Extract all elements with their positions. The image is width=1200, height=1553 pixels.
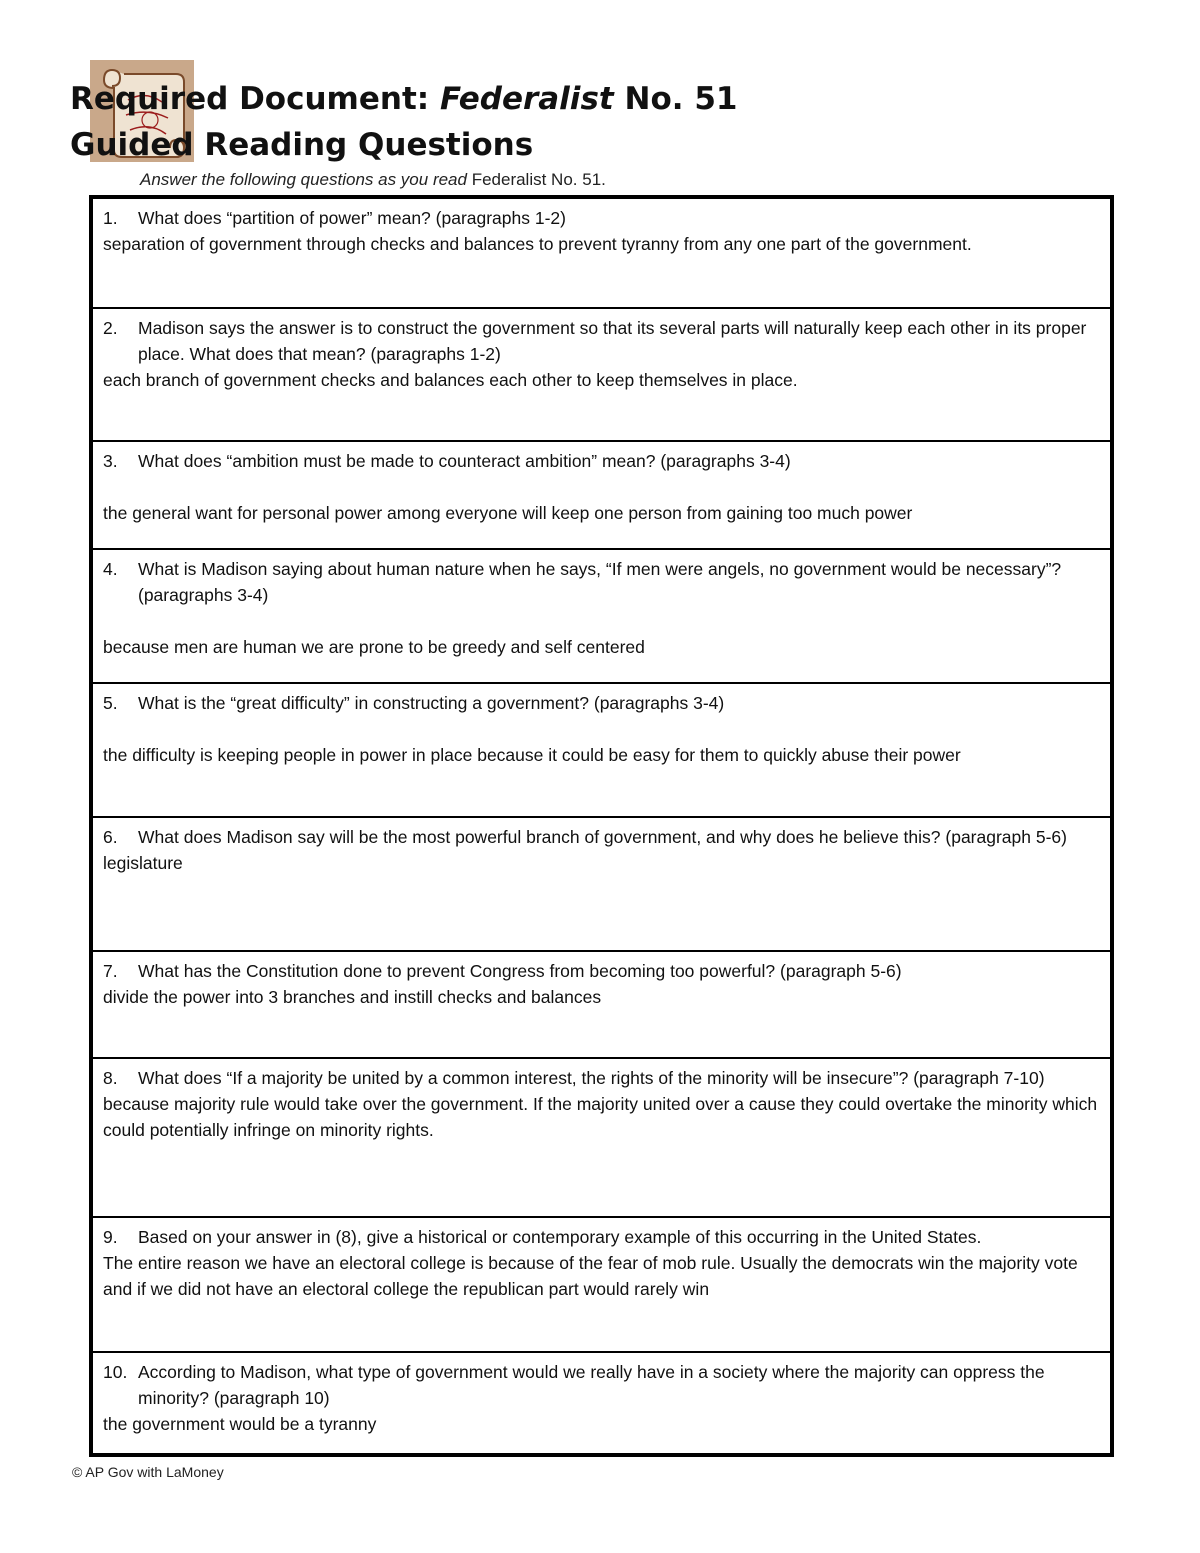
- question-text: [103, 205, 1100, 231]
- answer-text[interactable]: the difficulty is keeping people in power in place because it could be easy for them to quickly abuse their power: [103, 745, 961, 765]
- questions-table: [89, 195, 1114, 1457]
- answer-text[interactable]: legislature: [103, 853, 183, 873]
- question-text: [103, 958, 1100, 984]
- page-subtitle: Guided Reading Questions: [70, 127, 534, 163]
- instruction-lead: Answer the following questions as you read: [140, 170, 467, 189]
- question-row: [93, 199, 1110, 309]
- question-label: What is Madison saying about human nature when he says, “If men were angels, no government would be necessary”? (paragraphs 3-4): [138, 559, 1062, 605]
- question-row: [93, 952, 1110, 1059]
- page-title: [70, 76, 737, 168]
- question-label: What does “If a majority be united by a common interest, the rights of the minority will be insecure”? (paragraph 7-10): [138, 1068, 1045, 1088]
- question-number: 9.: [103, 1227, 118, 1247]
- question-number: 2.: [103, 318, 118, 338]
- question-text: [103, 824, 1100, 850]
- question-text: [103, 1359, 1100, 1411]
- question-number: 1.: [103, 208, 118, 228]
- question-number: 7.: [103, 961, 118, 981]
- question-number: 3.: [103, 451, 118, 471]
- question-label: Based on your answer in (8), give a historical or contemporary example of this occurring in the United States.: [138, 1227, 982, 1247]
- question-text: [103, 1065, 1100, 1091]
- answer-text[interactable]: divide the power into 3 branches and instill checks and balances: [103, 987, 602, 1007]
- title-suffix: No. 51: [613, 81, 738, 117]
- question-row: [93, 684, 1110, 818]
- answer-text[interactable]: because men are human we are prone to be greedy and self centered: [103, 637, 645, 657]
- question-row: [93, 1353, 1110, 1453]
- question-label: What is the “great difficulty” in constructing a government? (paragraphs 3-4): [138, 693, 725, 713]
- question-row: [93, 818, 1110, 952]
- question-row: [93, 1059, 1110, 1218]
- copyright-footer: © AP Gov with LaMoney: [72, 1464, 224, 1480]
- question-label: What does “ambition must be made to counteract ambition” mean? (paragraphs 3-4): [138, 451, 791, 471]
- question-number: 8.: [103, 1068, 118, 1088]
- answer-text[interactable]: the general want for personal power among everyone will keep one person from gaining too much power: [103, 503, 913, 523]
- question-label: What does “partition of power” mean? (paragraphs 1-2): [138, 208, 566, 228]
- question-label: What has the Constitution done to prevent Congress from becoming too powerful? (paragraph 5-6): [138, 961, 902, 981]
- question-label: According to Madison, what type of government would we really have in a society where the majority can oppress the minority? (paragraph 10): [138, 1362, 1045, 1408]
- answer-text[interactable]: the government would be a tyranny: [103, 1414, 377, 1434]
- instruction-doc: Federalist No. 51.: [466, 170, 606, 189]
- question-number: 6.: [103, 827, 118, 847]
- answer-text[interactable]: The entire reason we have an electoral college is because of the fear of mob rule. Usually the democrats win the majority vote and if we did not have an electoral college the republican part would rarely win: [103, 1253, 1078, 1299]
- question-row: [93, 550, 1110, 684]
- question-text: [103, 1224, 1100, 1250]
- question-number: 5.: [103, 693, 118, 713]
- question-text: [103, 556, 1100, 608]
- title-prefix: Required Document:: [70, 81, 440, 117]
- instruction-line: [140, 170, 606, 190]
- answer-text[interactable]: separation of government through checks and balances to prevent tyranny from any one part of the government.: [103, 234, 972, 254]
- question-row: [93, 442, 1110, 550]
- title-italic: Federalist: [439, 81, 614, 117]
- question-row: [93, 309, 1110, 442]
- answer-text[interactable]: each branch of government checks and balances each other to keep themselves in place.: [103, 370, 798, 390]
- answer-text[interactable]: because majority rule would take over the government. If the majority united over a cause they could overtake the minority which could potentially infringe on minority rights.: [103, 1094, 1098, 1140]
- question-text: [103, 315, 1100, 367]
- question-label: What does Madison say will be the most powerful branch of government, and why does he believe this? (paragraph 5-6): [138, 827, 1067, 847]
- question-row: [93, 1218, 1110, 1353]
- question-label: Madison says the answer is to construct the government so that its several parts will naturally keep each other in its proper place. What does that mean? (paragraphs 1-2): [138, 318, 1087, 364]
- question-text: [103, 448, 1100, 474]
- question-number: 10.: [103, 1362, 128, 1382]
- question-text: [103, 690, 1100, 716]
- question-number: 4.: [103, 559, 118, 579]
